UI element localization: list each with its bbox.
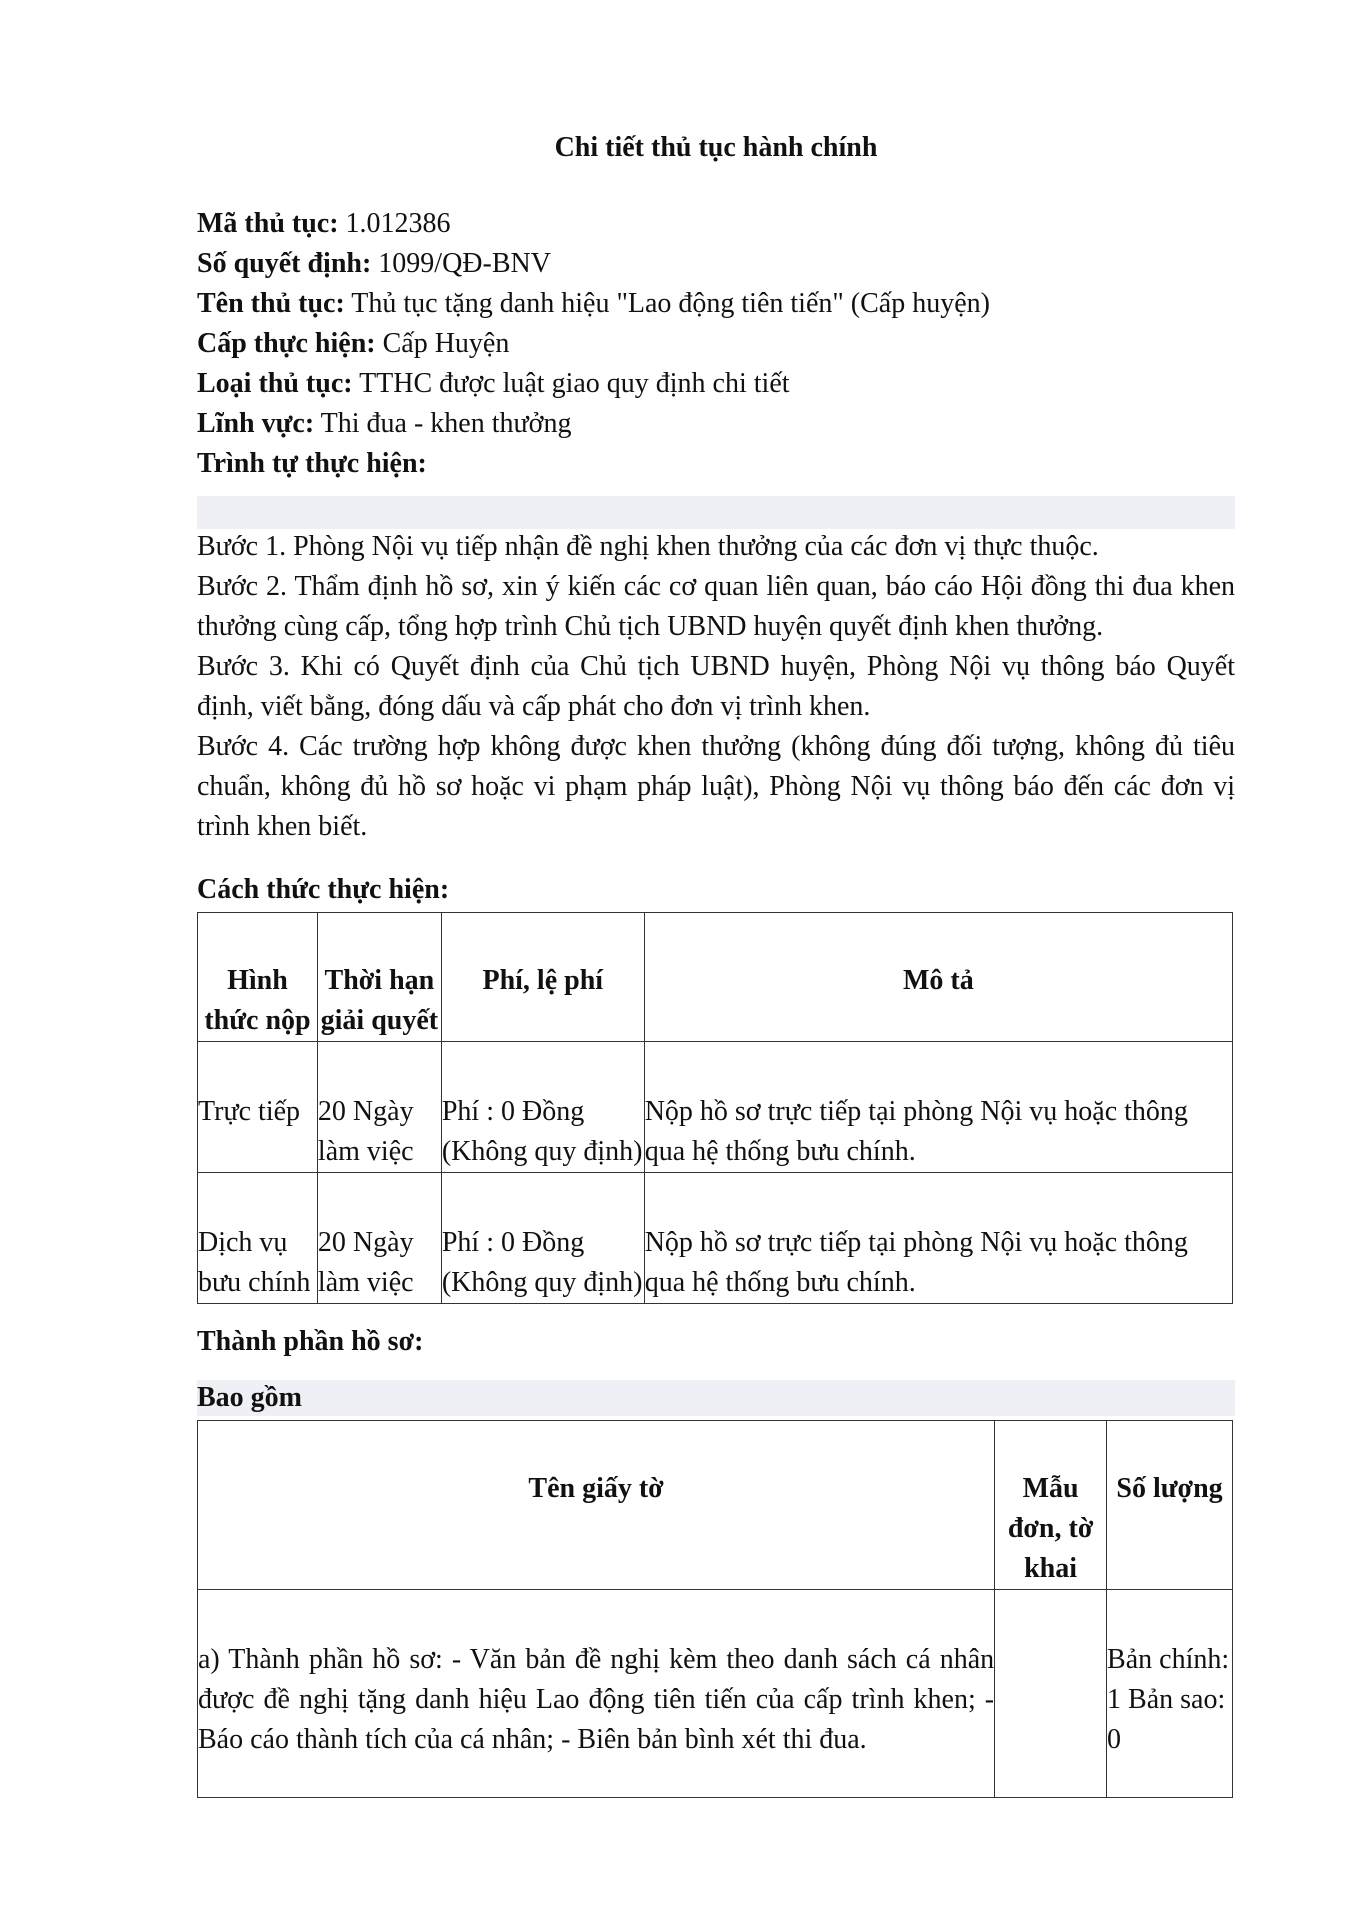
- documents-heading: Thành phần hồ sơ:: [197, 1326, 424, 1357]
- cell-submission-form: Trực tiếp: [198, 1042, 318, 1173]
- header-form-template: Mẫu đơn, tờ khai: [995, 1421, 1107, 1590]
- table-row: [198, 1590, 1233, 1798]
- cell-fees: Phí : 0 Đồng (Không quy định): [441, 1173, 644, 1304]
- table-header-row: [198, 1421, 1233, 1590]
- header-submission-form: Hình thức nộp: [198, 913, 318, 1042]
- table-header-row: [198, 913, 1233, 1042]
- document-title: Chi tiết thủ tục hành chính: [554, 132, 878, 163]
- documents-group-label: Bao gồm: [197, 1382, 302, 1413]
- method-table: [197, 912, 1233, 1304]
- cell-description: Nộp hồ sơ trực tiếp tại phòng Nội vụ hoặc thông qua hệ thống bưu chính.: [644, 1042, 1232, 1173]
- cell-form-template: [995, 1590, 1107, 1798]
- header-description: Mô tả: [644, 913, 1232, 1042]
- table-row: [198, 1042, 1233, 1173]
- header-fees: Phí, lệ phí: [441, 913, 644, 1042]
- header-processing-time: Thời hạn giải quyết: [317, 913, 441, 1042]
- cell-fees: Phí : 0 Đồng (Không quy định): [441, 1042, 644, 1173]
- meta-procedure-name: Tên thủ tục: Thủ tục tặng danh hiệu "Lao động tiên tiến" (Cấp huyện): [197, 288, 990, 319]
- step-3: Bước 3. Khi có Quyết định của Chủ tịch UBND huyện, Phòng Nội vụ thông báo Quyết định, viết bằng, đóng dấu và cấp phát cho đơn vị trình khen.: [197, 651, 1235, 722]
- header-document-name: Tên giấy tờ: [198, 1421, 995, 1590]
- meta-procedure-type: Loại thủ tục: TTHC được luật giao quy định chi tiết: [197, 368, 790, 399]
- meta-level: Cấp thực hiện: Cấp Huyện: [197, 328, 510, 359]
- shaded-band: [197, 1380, 1235, 1416]
- shaded-band: [197, 496, 1235, 529]
- documents-table: [197, 1420, 1233, 1798]
- table-row: [198, 1173, 1233, 1304]
- meta-procedure-code: Mã thủ tục: 1.012386: [197, 208, 451, 239]
- step-1: Bước 1. Phòng Nội vụ tiếp nhận đề nghị khen thưởng của các đơn vị thực thuộc.: [197, 531, 1099, 562]
- cell-document-name: a) Thành phần hồ sơ: - Văn bản đề nghị kèm theo danh sách cá nhân được đề nghị tặng danh hiệu Lao động tiên tiến của cấp trình khen; - Báo cáo thành tích của cá nhân; - Biên bản bình xét thi đua.: [198, 1590, 995, 1798]
- cell-description: Nộp hồ sơ trực tiếp tại phòng Nội vụ hoặc thông qua hệ thống bưu chính.: [644, 1173, 1232, 1304]
- cell-submission-form: Dịch vụ bưu chính: [198, 1173, 318, 1304]
- step-2: Bước 2. Thẩm định hồ sơ, xin ý kiến các cơ quan liên quan, báo cáo Hội đồng thi đua khen thưởng cùng cấp, tổng hợp trình Chủ tịch UBND huyện quyết định khen thưởng.: [197, 571, 1235, 642]
- cell-processing-time: 20 Ngày làm việc: [317, 1042, 441, 1173]
- method-heading: Cách thức thực hiện:: [197, 874, 450, 905]
- meta-decision-number: Số quyết định: 1099/QĐ-BNV: [197, 248, 551, 279]
- cell-processing-time: 20 Ngày làm việc: [317, 1173, 441, 1304]
- procedure-meta: [197, 204, 1235, 484]
- meta-field: Lĩnh vực: Thi đua - khen thưởng: [197, 408, 572, 439]
- meta-sequence-heading: Trình tự thực hiện:: [197, 448, 427, 479]
- step-4: Bước 4. Các trường hợp không được khen thưởng (không đúng đối tượng, không đủ tiêu chuẩn, không đủ hồ sơ hoặc vi phạm pháp luật), Phòng Nội vụ thông báo đến các đơn vị trình khen biết.: [197, 731, 1235, 842]
- procedure-steps: [197, 527, 1235, 847]
- header-quantity: Số lượng: [1107, 1421, 1233, 1590]
- cell-quantity: Bản chính: 1 Bản sao: 0: [1107, 1590, 1233, 1798]
